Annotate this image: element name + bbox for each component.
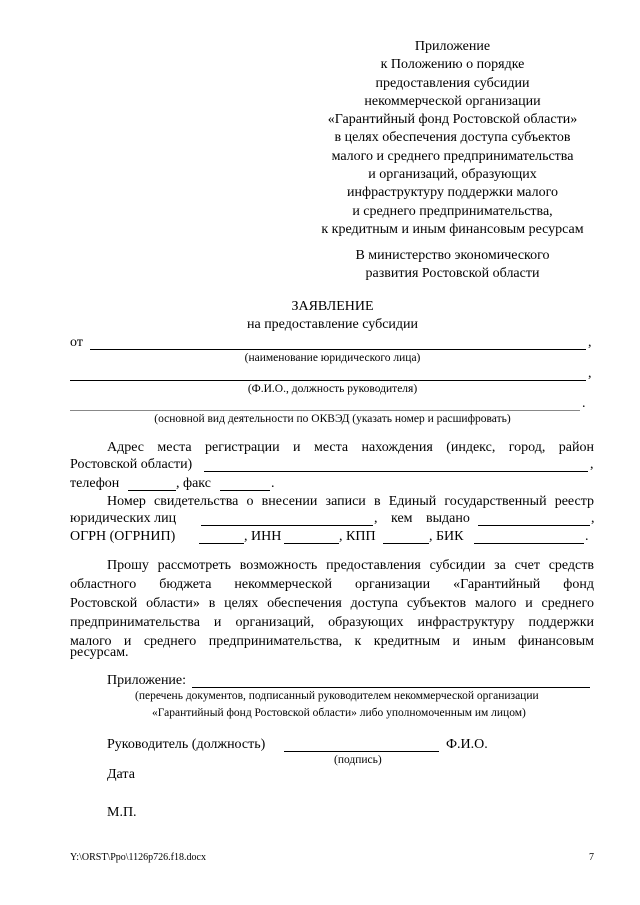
ogrn-label: ОГРН (ОГРНИП): [70, 529, 176, 544]
document-subtitle: на предоставление субсидии: [246, 317, 419, 332]
period: .: [585, 529, 589, 544]
signature-field[interactable]: [284, 751, 439, 752]
page-number: 7: [589, 852, 594, 863]
head-label: Руководитель (должность): [107, 737, 266, 752]
comma: ,: [588, 335, 592, 350]
appendix-line: некоммерческой организации: [364, 93, 541, 109]
ogrn-field[interactable]: [199, 543, 244, 544]
footer-path: Y:\ORST\Ppo\1126p726.f18.docx: [70, 852, 206, 863]
fax-field[interactable]: [220, 490, 270, 491]
request-line: ресурсам.: [70, 645, 129, 660]
appendix-line: предоставления субсидии: [375, 75, 530, 91]
period: .: [271, 476, 275, 491]
request-line: Прошу рассмотреть возможность предоставления субсидии за счет средств: [107, 558, 594, 573]
appendix-line: в целях обеспечения доступа субъектов: [334, 130, 571, 146]
fax-label: , факс: [176, 476, 211, 491]
addressee-line: В министерство экономического: [355, 248, 550, 263]
attachment-field[interactable]: [192, 687, 590, 688]
signature-hint: (подпись): [334, 754, 382, 766]
appendix-line: и организаций, образующих: [368, 167, 537, 183]
request-line: областного бюджета некоммерческой организации «Гарантийный фонд: [70, 577, 594, 592]
phone-field[interactable]: [128, 490, 176, 491]
registry-number-field[interactable]: [201, 525, 373, 526]
comma: ,: [590, 457, 594, 472]
okved-field[interactable]: [70, 410, 580, 411]
issued-by-field[interactable]: [478, 525, 590, 526]
certificate-line-1: Номер свидетельства о внесении записи в Единый государственный реестр: [107, 494, 594, 509]
attachment-hint: «Гарантийный фонд Ростовской области» либо уполномоченным им лицом): [152, 707, 526, 719]
issued-by-label: , кем выдано: [374, 511, 470, 526]
bik-field[interactable]: [474, 543, 584, 544]
request-line: Ростовской области» в целях обеспечения доступа субъектов малого и среднего: [70, 596, 594, 611]
attachment-hint: (перечень документов, подписанный руководителем некоммерческой организации: [135, 690, 539, 702]
address-field[interactable]: [204, 471, 588, 472]
appendix-line: к кредитным и иным финансовым ресурсам: [321, 221, 584, 237]
appendix-line: инфраструктуру поддержки малого: [347, 185, 558, 201]
kpp-label: , КПП: [339, 529, 376, 544]
appendix-line: «Гарантийный фонд Ростовской области»: [327, 112, 578, 128]
stamp-label: М.П.: [107, 805, 137, 820]
comma: ,: [588, 366, 592, 381]
address-line-2: Ростовской области): [70, 457, 193, 472]
legal-name-hint: (наименование юридического лица): [244, 352, 421, 364]
certificate-label: юридических лиц: [70, 511, 177, 526]
fio-label: Ф.И.О.: [446, 737, 488, 752]
request-line: малого и среднего предпринимательства, к кредитным и иным финансовым: [70, 634, 594, 649]
appendix-line: и среднего предпринимательства,: [352, 203, 553, 219]
head-name-hint: (Ф.И.О., должность руководителя): [247, 383, 418, 395]
appendix-line: к Положению о порядке: [380, 57, 525, 73]
document-title: ЗАЯВЛЕНИЕ: [291, 299, 374, 314]
kpp-field[interactable]: [383, 543, 429, 544]
from-label: от: [70, 335, 83, 350]
comma: ,: [591, 511, 595, 526]
attachment-label: Приложение:: [107, 673, 187, 688]
okved-hint: (основной вид деятельности по ОКВЭД (указать номер и расшифровать): [154, 413, 511, 425]
period: .: [582, 396, 586, 411]
head-name-field[interactable]: [70, 380, 586, 381]
request-line: предпринимательства и организаций, образующих инфраструктуру поддержки: [70, 615, 594, 630]
addressee-block: [300, 247, 605, 284]
legal-name-field[interactable]: [90, 349, 586, 350]
addressee-line: развития Ростовской области: [365, 266, 540, 282]
inn-label: , ИНН: [244, 529, 282, 544]
date-label: Дата: [107, 767, 135, 782]
address-line-1: Адрес места регистрации и места нахождения (индекс, город, район: [107, 440, 594, 455]
appendix-line: Приложение: [414, 39, 491, 54]
bik-label: , БИК: [429, 529, 464, 544]
inn-field[interactable]: [284, 543, 339, 544]
appendix-line: малого и среднего предпринимательства: [331, 148, 574, 164]
appendix-block: [300, 38, 605, 239]
phone-label: телефон: [70, 476, 120, 491]
